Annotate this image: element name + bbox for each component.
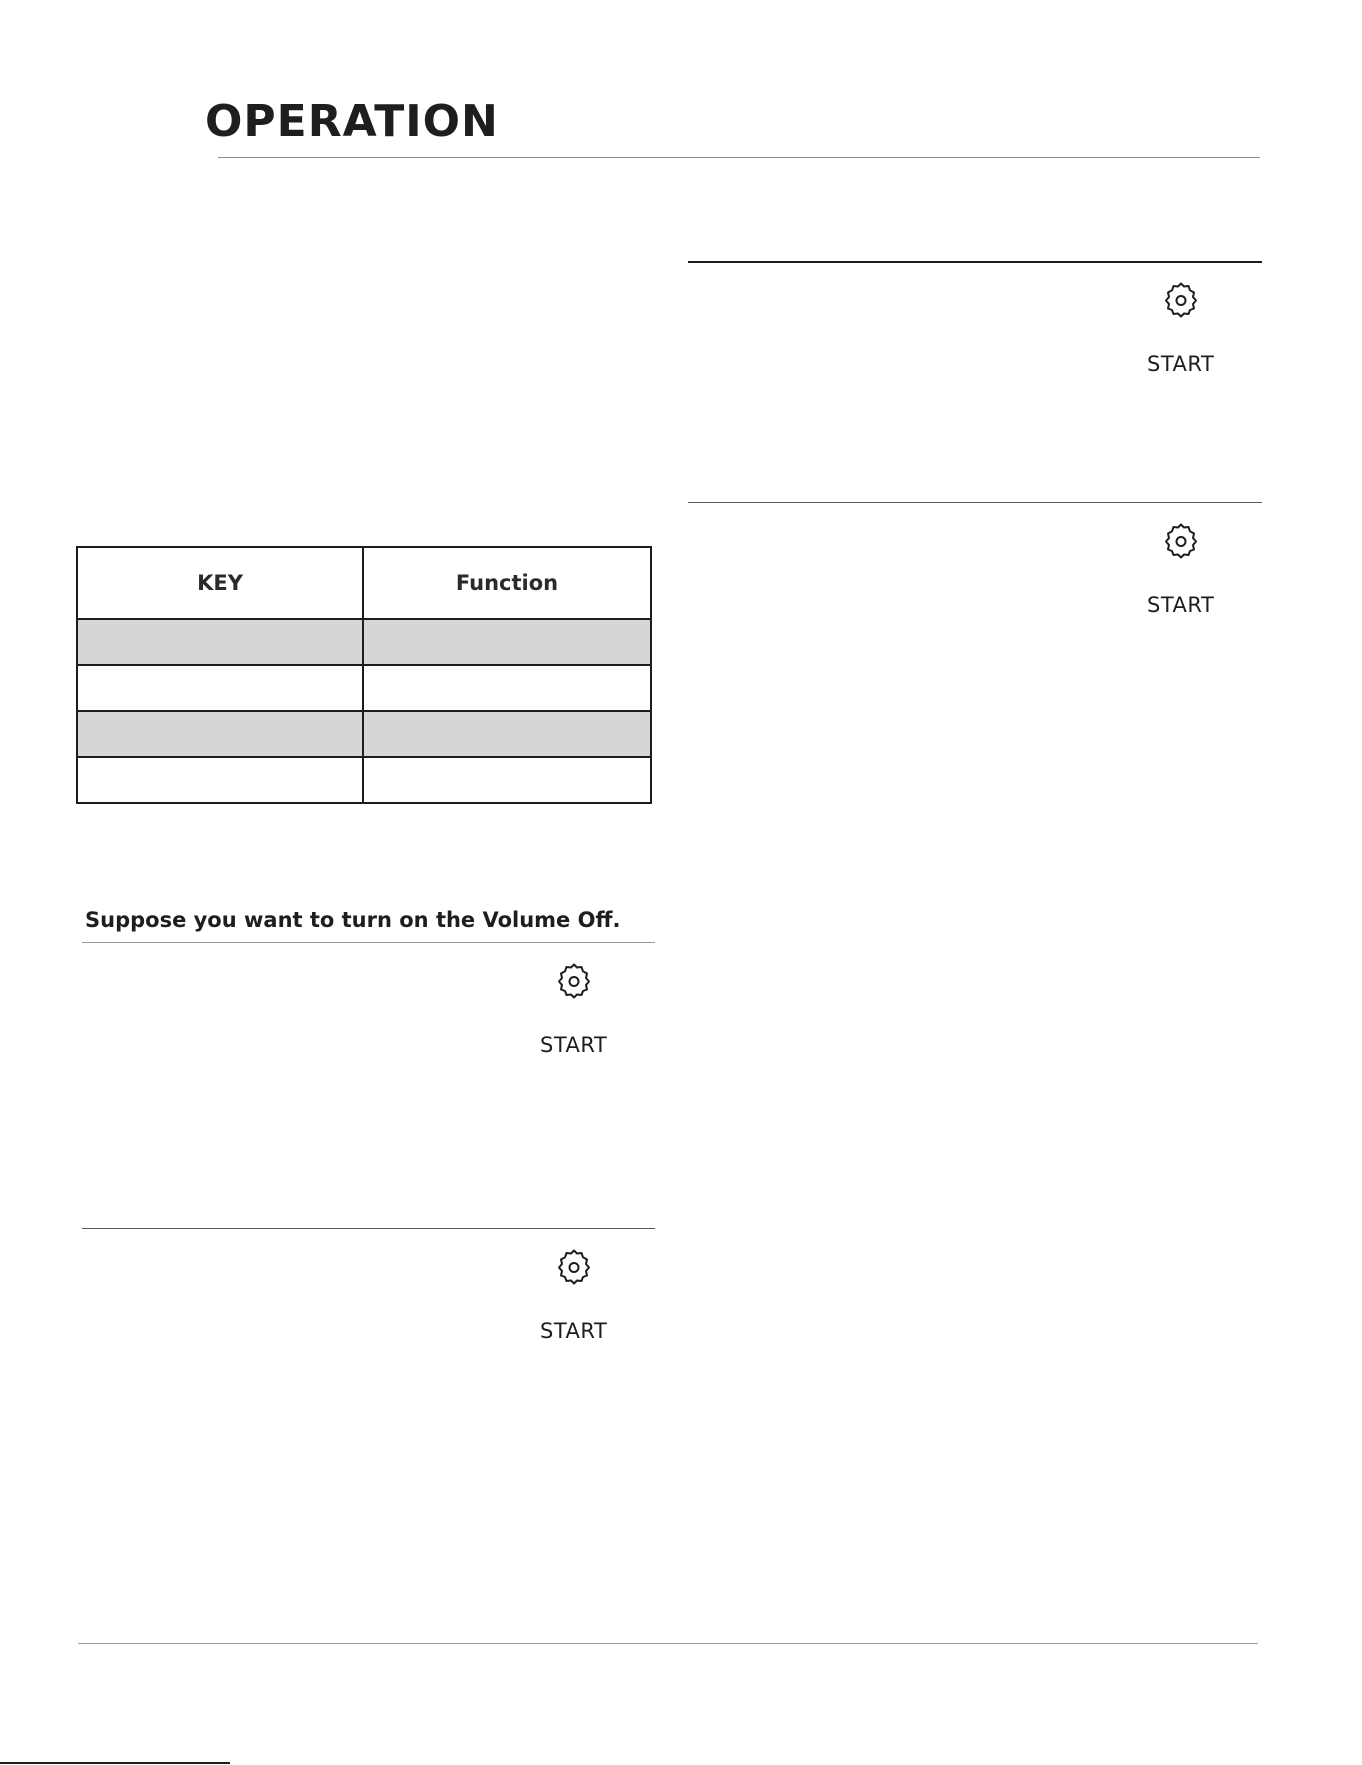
table-row — [77, 619, 651, 665]
table-header-key: KEY — [77, 547, 363, 619]
key-function-table — [76, 546, 652, 804]
table-cell-function — [363, 711, 651, 757]
table-cell-key — [77, 665, 363, 711]
right-section-divider-middle — [688, 502, 1262, 503]
table-cell-function — [363, 757, 651, 803]
example-heading: Suppose you want to turn on the Volume Off. — [85, 908, 621, 932]
page-title: OPERATION — [205, 96, 499, 147]
table-row — [77, 711, 651, 757]
gear-icon — [556, 963, 592, 999]
table-cell-function — [363, 665, 651, 711]
title-divider — [218, 157, 1260, 158]
gear-icon — [556, 1249, 592, 1285]
table-row — [77, 757, 651, 803]
footer-divider — [78, 1643, 1258, 1644]
table-row — [77, 665, 651, 711]
table-header-function: Function — [363, 547, 651, 619]
gear-icon — [1163, 282, 1199, 318]
table-cell-function — [363, 619, 651, 665]
start-button-label: START — [540, 1319, 608, 1343]
start-button-label: START — [1147, 352, 1215, 376]
right-section-divider-top — [688, 261, 1262, 263]
example-heading-divider — [82, 942, 655, 943]
table-header-row — [77, 547, 651, 619]
table-cell-key — [77, 619, 363, 665]
table-cell-key — [77, 757, 363, 803]
left-step-divider — [82, 1228, 655, 1229]
start-button-label: START — [540, 1033, 608, 1057]
table-cell-key — [77, 711, 363, 757]
bottom-edge-line — [0, 1762, 230, 1764]
start-button-label: START — [1147, 593, 1215, 617]
gear-icon — [1163, 523, 1199, 559]
